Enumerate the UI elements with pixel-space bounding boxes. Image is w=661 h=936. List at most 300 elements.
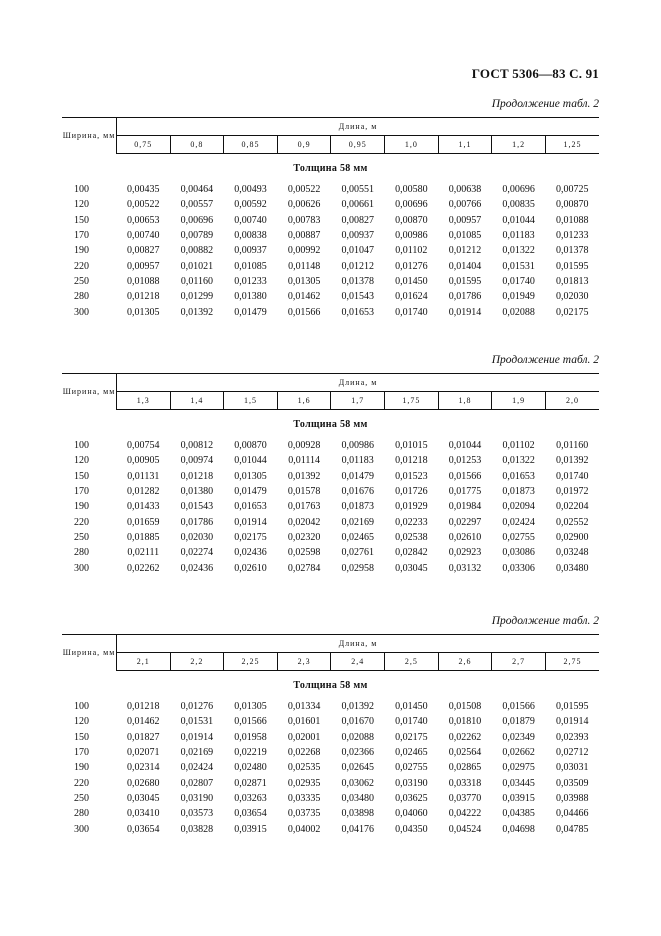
- table-cell: 0,01479: [234, 306, 267, 318]
- table-cell: 0,02465: [341, 531, 374, 543]
- table-row: [62, 197, 599, 212]
- table-cell: 0,02712: [555, 747, 589, 759]
- table-cell: 0,00812: [180, 440, 214, 452]
- table-row: [62, 484, 599, 499]
- table-cell: 0,01659: [127, 516, 160, 528]
- column-header: 2,2: [170, 653, 224, 671]
- table-row: [62, 745, 599, 760]
- table-cell: 0,01433: [127, 501, 160, 513]
- table-cell: 0,01531: [180, 716, 214, 728]
- row-width: 300: [74, 823, 89, 835]
- table-cell: 0,02088: [341, 731, 374, 743]
- table-row: [62, 228, 599, 243]
- row-width: 190: [74, 245, 89, 257]
- table-cell: 0,00928: [287, 440, 321, 452]
- column-header: 0,9: [277, 136, 331, 154]
- row-width: 120: [74, 199, 89, 211]
- column-header: 1,5: [224, 392, 278, 410]
- column-header: 2,4: [331, 653, 385, 671]
- table-cell: 0,00740: [234, 214, 267, 226]
- row-width: 150: [74, 214, 89, 226]
- table-row: [62, 714, 599, 729]
- table-cell: 0,00522: [127, 199, 160, 211]
- table-cell: 0,01305: [234, 470, 267, 482]
- table-cell: 0,04785: [555, 823, 589, 835]
- header-row: [62, 374, 599, 392]
- row-width: 190: [74, 501, 89, 513]
- table-cell: 0,01531: [502, 260, 535, 272]
- table-cell: 0,03045: [127, 792, 160, 804]
- table-cell: 0,03190: [395, 777, 428, 789]
- column-header: 2,5: [385, 653, 439, 671]
- column-header: 2,0: [545, 392, 599, 410]
- table-row: [62, 469, 599, 484]
- table-cell: 0,04466: [555, 808, 589, 820]
- table-cell: 0,01670: [341, 716, 374, 728]
- table-cell: 0,01160: [180, 275, 213, 287]
- table-cell: 0,02094: [502, 501, 535, 513]
- table-cell: 0,02169: [341, 516, 374, 528]
- table-row: [62, 760, 599, 775]
- column-header: 2,75: [545, 653, 599, 671]
- table-cell: 0,03573: [180, 808, 214, 820]
- table-row: [62, 821, 599, 836]
- table-cell: 0,02465: [395, 747, 428, 759]
- table-cell: 0,03190: [180, 792, 214, 804]
- width-header-label: Ширина, мм: [62, 648, 116, 658]
- data-table: [62, 634, 599, 837]
- table-cell: 0,03248: [555, 547, 589, 559]
- table-cell: 0,01566: [448, 470, 482, 482]
- column-header: 1,8: [438, 392, 492, 410]
- table-cell: 0,01949: [502, 291, 535, 303]
- table-cell: 0,00937: [234, 245, 267, 257]
- column-header-row: [62, 392, 599, 410]
- table-cell: 0,02175: [234, 531, 267, 543]
- table-cell: 0,02784: [287, 562, 321, 574]
- table-cell: 0,01873: [502, 486, 535, 498]
- table-row: [62, 775, 599, 790]
- column-header: 2,3: [277, 653, 331, 671]
- table-cell: 0,01160: [556, 440, 589, 452]
- column-header: 1,6: [277, 392, 331, 410]
- table-cell: 0,01218: [127, 291, 160, 303]
- table-cell: 0,01740: [502, 275, 535, 287]
- table-cell: 0,00827: [341, 214, 374, 226]
- table-cell: 0,01914: [555, 716, 589, 728]
- table-cell: 0,03086: [502, 547, 535, 559]
- thickness-row: [62, 154, 599, 183]
- row-width: 190: [74, 762, 89, 774]
- column-header: 1,25: [545, 136, 599, 154]
- width-header-label: Ширина, мм: [62, 387, 116, 397]
- table-row: [62, 304, 599, 319]
- table-cell: 0,01566: [287, 306, 321, 318]
- table-cell: 0,01047: [341, 245, 374, 257]
- row-width: 170: [74, 230, 89, 242]
- table-cell: 0,03132: [448, 562, 482, 574]
- thickness-row: [62, 671, 599, 700]
- table-cell: 0,00957: [448, 214, 482, 226]
- table-cell: 0,01114: [288, 455, 321, 467]
- table-cell: 0,01102: [502, 440, 535, 452]
- table-cell: 0,01885: [127, 531, 160, 543]
- table-cell: 0,01102: [395, 245, 428, 257]
- table-row: [62, 453, 599, 468]
- table-cell: 0,00887: [287, 230, 321, 242]
- table-cell: 0,02111: [127, 547, 160, 559]
- column-header: 1,4: [170, 392, 224, 410]
- table-cell: 0,02314: [127, 762, 160, 774]
- table-cell: 0,02169: [180, 747, 214, 759]
- table-cell: 0,03031: [555, 762, 589, 774]
- row-width: 120: [74, 716, 89, 728]
- table-cell: 0,03062: [341, 777, 374, 789]
- table-cell: 0,00789: [180, 230, 214, 242]
- table-cell: 0,03654: [127, 823, 160, 835]
- header-row: [62, 118, 599, 136]
- table-cell: 0,00783: [287, 214, 321, 226]
- table-cell: 0,01775: [448, 486, 482, 498]
- table-cell: 0,02349: [502, 731, 535, 743]
- table-row: [62, 289, 599, 304]
- table-cell: 0,02923: [448, 547, 482, 559]
- table-cell: 0,01810: [448, 716, 482, 728]
- table-cell: 0,02436: [180, 562, 214, 574]
- table-cell: 0,01653: [234, 501, 267, 513]
- table-row: [62, 182, 599, 197]
- table-cell: 0,03263: [234, 792, 267, 804]
- table-cell: 0,02958: [341, 562, 374, 574]
- column-header: 1,75: [385, 392, 439, 410]
- table-cell: 0,02538: [395, 531, 428, 543]
- table-cell: 0,00870: [395, 214, 428, 226]
- table-cell: 0,00653: [127, 214, 160, 226]
- table-cell: 0,02262: [448, 731, 482, 743]
- table-cell: 0,02871: [234, 777, 267, 789]
- table-cell: 0,03735: [287, 808, 321, 820]
- table-cell: 0,01392: [180, 306, 214, 318]
- table-cell: 0,01740: [555, 470, 589, 482]
- thickness-label: Толщина 58 мм: [293, 418, 368, 430]
- table-row: [62, 699, 599, 714]
- table-cell: 0,01873: [341, 501, 374, 513]
- table-cell: 0,01322: [502, 245, 535, 257]
- table-cell: 0,01334: [287, 701, 321, 713]
- table-cell: 0,02030: [555, 291, 589, 303]
- table-cell: 0,03898: [341, 808, 374, 820]
- row-width: 220: [74, 260, 89, 272]
- table-cell: 0,01378: [555, 245, 589, 257]
- table-cell: 0,02680: [127, 777, 160, 789]
- table-cell: 0,02424: [180, 762, 214, 774]
- table-cell: 0,01044: [502, 214, 535, 226]
- table-cell: 0,02175: [555, 306, 589, 318]
- table-cell: 0,03915: [502, 792, 535, 804]
- continuation-label: Продолжение табл. 2: [491, 98, 599, 110]
- table-cell: 0,02393: [555, 731, 589, 743]
- table-cell: 0,01212: [448, 245, 482, 257]
- thickness-label: Толщина 58 мм: [293, 162, 368, 174]
- table-cell: 0,01380: [234, 291, 267, 303]
- table-cell: 0,01879: [502, 716, 535, 728]
- column-header: 0,85: [224, 136, 278, 154]
- table-cell: 0,01676: [341, 486, 374, 498]
- row-width: 170: [74, 747, 89, 759]
- table-cell: 0,02645: [341, 762, 374, 774]
- table-row: [62, 514, 599, 529]
- table-cell: 0,02297: [448, 516, 482, 528]
- table-row: [62, 806, 599, 821]
- table-cell: 0,01601: [287, 716, 321, 728]
- table-cell: 0,00766: [448, 199, 482, 211]
- length-header: Длина, м: [117, 118, 600, 136]
- table-cell: 0,02610: [448, 531, 482, 543]
- table-cell: 0,02030: [180, 531, 214, 543]
- table-row: [62, 560, 599, 575]
- table-cell: 0,01392: [341, 701, 374, 713]
- table-cell: 0,01813: [555, 275, 589, 287]
- continuation-label: Продолжение табл. 2: [491, 615, 599, 627]
- table-cell: 0,01233: [555, 230, 589, 242]
- table-row: [62, 213, 599, 228]
- table-row: [62, 499, 599, 514]
- table-cell: 0,02268: [287, 747, 321, 759]
- row-width: 250: [74, 531, 89, 543]
- table-cell: 0,01450: [395, 275, 428, 287]
- table-cell: 0,00435: [127, 184, 160, 196]
- width-header: [62, 118, 117, 154]
- table-cell: 0,00986: [341, 440, 374, 452]
- table-cell: 0,01914: [234, 516, 267, 528]
- table-cell: 0,01392: [555, 455, 589, 467]
- row-width: 220: [74, 516, 89, 528]
- table-cell: 0,00580: [395, 184, 428, 196]
- table-cell: 0,01653: [502, 470, 535, 482]
- table-row: [62, 258, 599, 273]
- row-width: 170: [74, 486, 89, 498]
- table-cell: 0,03318: [448, 777, 482, 789]
- table-cell: 0,02001: [287, 731, 321, 743]
- table-cell: 0,01462: [127, 716, 160, 728]
- table-cell: 0,04222: [448, 808, 482, 820]
- table-row: [62, 791, 599, 806]
- table-cell: 0,01088: [127, 275, 160, 287]
- table-row: [62, 530, 599, 545]
- table-cell: 0,03445: [502, 777, 535, 789]
- table-cell: 0,01212: [341, 260, 374, 272]
- table-cell: 0,02564: [448, 747, 482, 759]
- table-cell: 0,01253: [448, 455, 482, 467]
- table-cell: 0,00957: [127, 260, 160, 272]
- table-cell: 0,02071: [127, 747, 160, 759]
- table-cell: 0,02480: [234, 762, 267, 774]
- table-row: [62, 545, 599, 560]
- row-width: 280: [74, 547, 89, 559]
- table-cell: 0,00626: [287, 199, 321, 211]
- table-cell: 0,03625: [395, 792, 428, 804]
- table-cell: 0,04176: [341, 823, 374, 835]
- length-header: Длина, м: [117, 374, 600, 392]
- row-width: 100: [74, 440, 89, 452]
- table-cell: 0,01021: [180, 260, 214, 272]
- table-cell: 0,00838: [234, 230, 267, 242]
- table-cell: 0,04698: [502, 823, 535, 835]
- thickness-label: Толщина 58 мм: [293, 679, 368, 691]
- table-cell: 0,03306: [502, 562, 535, 574]
- table-cell: 0,00725: [555, 184, 589, 196]
- table-cell: 0,04002: [287, 823, 321, 835]
- table-cell: 0,01653: [341, 306, 374, 318]
- table-cell: 0,00740: [127, 230, 160, 242]
- table-cell: 0,00551: [341, 184, 374, 196]
- table-cell: 0,02900: [555, 531, 589, 543]
- table-cell: 0,01595: [555, 701, 589, 713]
- table-cell: 0,01305: [287, 275, 321, 287]
- table-cell: 0,01595: [448, 275, 482, 287]
- table-cell: 0,01218: [180, 470, 214, 482]
- table-cell: 0,01404: [448, 260, 482, 272]
- table-cell: 0,01740: [395, 306, 428, 318]
- row-width: 120: [74, 455, 89, 467]
- column-header: 1,0: [385, 136, 439, 154]
- table-cell: 0,02935: [287, 777, 321, 789]
- column-header: 1,3: [117, 392, 171, 410]
- table-cell: 0,01148: [288, 260, 321, 272]
- width-header: [62, 635, 117, 671]
- table-cell: 0,01233: [234, 275, 267, 287]
- column-header: 1,2: [492, 136, 546, 154]
- column-header: 2,6: [438, 653, 492, 671]
- table-cell: 0,00464: [180, 184, 214, 196]
- row-width: 250: [74, 792, 89, 804]
- table-cell: 0,01929: [395, 501, 428, 513]
- table-cell: 0,02219: [234, 747, 267, 759]
- table-cell: 0,01392: [287, 470, 321, 482]
- table-cell: 0,00992: [287, 245, 321, 257]
- table-cell: 0,01276: [395, 260, 428, 272]
- table-cell: 0,02366: [341, 747, 374, 759]
- table-cell: 0,00696: [180, 214, 214, 226]
- table-cell: 0,02761: [341, 547, 374, 559]
- width-header: [62, 374, 117, 410]
- table-cell: 0,01276: [180, 701, 214, 713]
- table-cell: 0,00905: [127, 455, 160, 467]
- table-cell: 0,00696: [395, 199, 428, 211]
- table-cell: 0,00827: [127, 245, 160, 257]
- row-width: 280: [74, 808, 89, 820]
- length-header: Длина, м: [117, 635, 600, 653]
- row-width: 300: [74, 562, 89, 574]
- table-cell: 0,02424: [502, 516, 535, 528]
- table-cell: 0,01085: [448, 230, 482, 242]
- table-cell: 0,02865: [448, 762, 482, 774]
- table-cell: 0,00882: [180, 245, 214, 257]
- table-cell: 0,00754: [127, 440, 160, 452]
- table-cell: 0,02755: [395, 762, 428, 774]
- table-cell: 0,01015: [395, 440, 428, 452]
- table-cell: 0,01726: [395, 486, 428, 498]
- table-cell: 0,03480: [555, 562, 589, 574]
- continuation-label: Продолжение табл. 2: [491, 354, 599, 366]
- table-cell: 0,01595: [555, 260, 589, 272]
- table-cell: 0,03509: [555, 777, 589, 789]
- table-cell: 0,01183: [341, 455, 374, 467]
- table-cell: 0,02807: [180, 777, 214, 789]
- table-cell: 0,01543: [341, 291, 374, 303]
- table-cell: 0,01282: [127, 486, 160, 498]
- table-cell: 0,01088: [555, 214, 589, 226]
- table-cell: 0,00974: [180, 455, 214, 467]
- column-header: 0,8: [170, 136, 224, 154]
- table-cell: 0,02233: [395, 516, 428, 528]
- row-width: 250: [74, 275, 89, 287]
- table-cell: 0,01305: [234, 701, 267, 713]
- column-header: 1,9: [492, 392, 546, 410]
- row-width: 280: [74, 291, 89, 303]
- table-cell: 0,02204: [555, 501, 589, 513]
- table-cell: 0,01566: [502, 701, 535, 713]
- table-cell: 0,01322: [502, 455, 535, 467]
- table-cell: 0,02598: [287, 547, 321, 559]
- table-cell: 0,02042: [287, 516, 321, 528]
- table-cell: 0,02842: [395, 547, 428, 559]
- table-cell: 0,01462: [287, 291, 321, 303]
- table-cell: 0,00835: [502, 199, 535, 211]
- table-row: [62, 274, 599, 289]
- table-cell: 0,01578: [287, 486, 321, 498]
- table-cell: 0,01740: [395, 716, 428, 728]
- table-cell: 0,01914: [180, 731, 214, 743]
- table-cell: 0,03770: [448, 792, 482, 804]
- table-cell: 0,03654: [234, 808, 267, 820]
- table-cell: 0,00937: [341, 230, 374, 242]
- table-cell: 0,01131: [127, 470, 160, 482]
- table-cell: 0,02610: [234, 562, 267, 574]
- column-header-row: [62, 136, 599, 154]
- table-cell: 0,01218: [395, 455, 428, 467]
- column-header: 1,7: [331, 392, 385, 410]
- table-cell: 0,01183: [502, 230, 535, 242]
- table-cell: 0,01218: [127, 701, 160, 713]
- table-cell: 0,02088: [502, 306, 535, 318]
- table-cell: 0,04524: [448, 823, 482, 835]
- table-cell: 0,01085: [234, 260, 267, 272]
- table-cell: 0,02320: [287, 531, 321, 543]
- table-cell: 0,02755: [502, 531, 535, 543]
- table-cell: 0,01914: [448, 306, 482, 318]
- column-header-row: [62, 653, 599, 671]
- table-cell: 0,01450: [395, 701, 428, 713]
- table-cell: 0,01305: [127, 306, 160, 318]
- table-row: [62, 730, 599, 745]
- row-width: 220: [74, 777, 89, 789]
- table-cell: 0,01827: [127, 731, 160, 743]
- table-cell: 0,01378: [341, 275, 374, 287]
- table-cell: 0,01508: [448, 701, 482, 713]
- table-cell: 0,02262: [127, 562, 160, 574]
- table-cell: 0,03480: [341, 792, 374, 804]
- table-cell: 0,03915: [234, 823, 267, 835]
- table-cell: 0,01380: [180, 486, 214, 498]
- table-cell: 0,03410: [127, 808, 160, 820]
- table-cell: 0,01566: [234, 716, 267, 728]
- table-cell: 0,01958: [234, 731, 267, 743]
- table-cell: 0,01543: [180, 501, 214, 513]
- table-cell: 0,01479: [234, 486, 267, 498]
- table-cell: 0,02662: [502, 747, 535, 759]
- table-cell: 0,00592: [234, 199, 267, 211]
